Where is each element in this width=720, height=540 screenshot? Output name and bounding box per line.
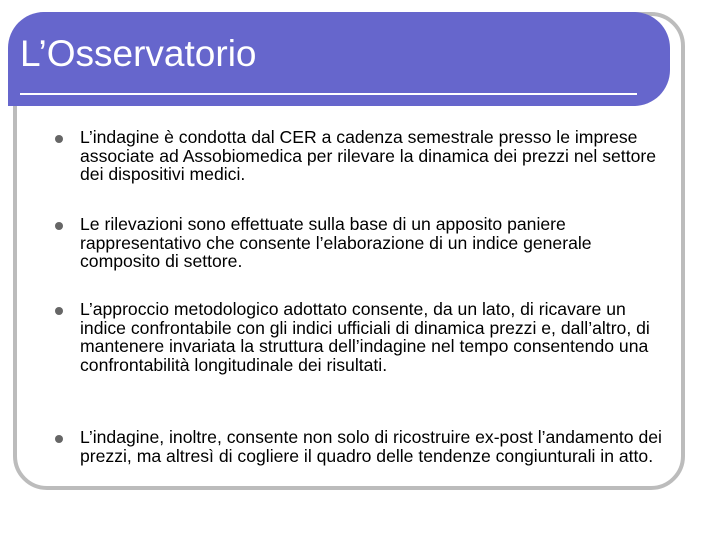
bullet-item bbox=[55, 215, 665, 271]
bullet-dot-icon bbox=[55, 307, 63, 315]
bullet-dot-icon bbox=[55, 435, 63, 443]
bullet-dot-icon bbox=[55, 222, 63, 230]
bullet-text: L’indagine è condotta dal CER a cadenza semestrale presso le imprese associate ad Assobiomedica per rilevare la dinamica dei prezzi nel settore dei dispositivi medici. bbox=[80, 127, 657, 184]
bullet-item bbox=[55, 128, 665, 184]
bullet-dot-icon bbox=[55, 135, 63, 143]
bullet-text: L’indagine, inoltre, consente non solo di ricostruire ex-post l’andamento dei prezzi, ma altresì di cogliere il quadro delle tendenze congiunturali in atto. bbox=[80, 427, 662, 466]
bullet-text: Le rilevazioni sono effettuate sulla base di un apposito paniere rappresentativo che consente l’elaborazione di un indice generale composito di settore. bbox=[80, 214, 592, 271]
slide-title: L’Osservatorio bbox=[20, 33, 257, 74]
bullet-text: L’approccio metodologico adottato consente, da un lato, di ricavare un indice confrontabile con gli indici ufficiali di dinamica prezzi e, dall’altro, di mantenere invariata la struttura dell’indagine nel tempo consentendo una confrontabilità longitudinale dei risultati. bbox=[80, 299, 650, 375]
bullet-item bbox=[55, 300, 665, 374]
title-underline bbox=[20, 93, 637, 95]
bullet-item bbox=[55, 428, 665, 465]
